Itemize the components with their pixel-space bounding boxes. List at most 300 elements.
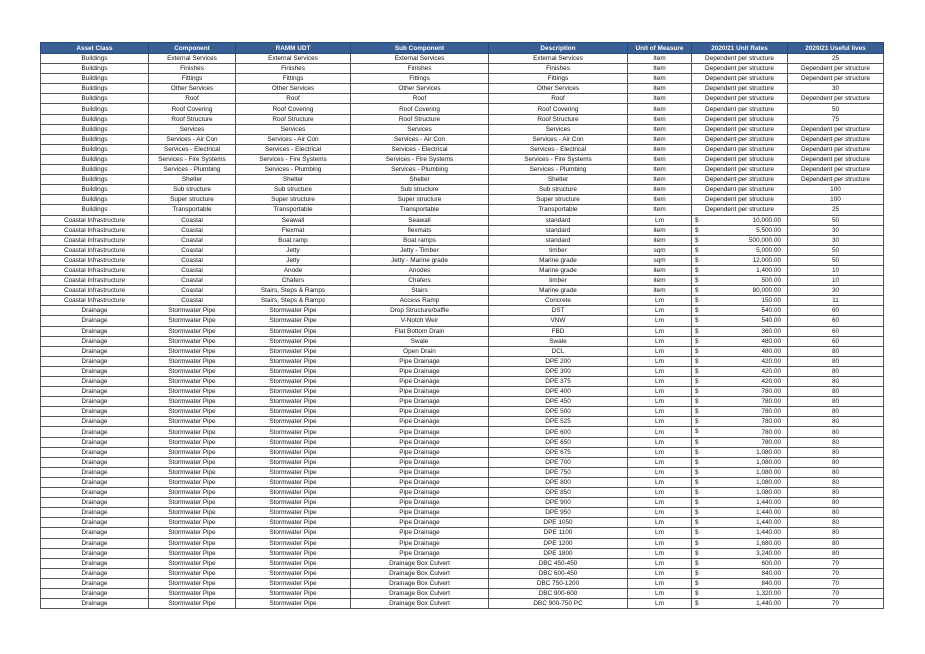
currency-symbol: $ — [695, 448, 699, 456]
description-cell: DBC 450-450 — [489, 558, 628, 568]
ramm-udt-cell: Stormwater Pipe — [236, 578, 351, 588]
asset-class-cell: Coastal Infrastructure — [41, 265, 149, 275]
table-row — [41, 366, 884, 376]
sub-component-cell: Jetty - Timber — [351, 245, 489, 255]
sub-component-cell: Roof Structure — [351, 114, 489, 124]
table-row — [41, 397, 884, 407]
currency-symbol: $ — [695, 277, 699, 285]
description-cell: DPE 1800 — [489, 548, 628, 558]
unit-rate-value: Dependent per structure — [705, 65, 774, 73]
unit-rate-value: 780.00 — [761, 388, 781, 396]
currency-symbol: $ — [695, 509, 699, 517]
asset-class-cell: Drainage — [41, 477, 149, 487]
asset-class-cell: Buildings — [41, 114, 149, 124]
useful-life-cell: 75 — [788, 114, 884, 124]
ramm-udt-cell: Stairs, Steps & Ramps — [236, 296, 351, 306]
unit-rate-cell — [692, 265, 788, 275]
useful-life-cell: 70 — [788, 599, 884, 609]
sub-component-cell: Transportable — [351, 205, 489, 215]
ramm-udt-cell: Services - Air Con — [236, 134, 351, 144]
description-cell: DPE 525 — [489, 417, 628, 427]
unit-cell: Item — [628, 94, 692, 104]
currency-symbol: $ — [695, 398, 699, 406]
component-cell: Coastal — [149, 286, 236, 296]
ramm-udt-cell: Stormwater Pipe — [236, 548, 351, 558]
description-cell: timber — [489, 276, 628, 286]
ramm-udt-cell: Stormwater Pipe — [236, 417, 351, 427]
table-row — [41, 64, 884, 74]
unit-cell: Lm — [628, 447, 692, 457]
description-cell: Transportable — [489, 205, 628, 215]
asset-class-cell: Buildings — [41, 165, 149, 175]
table-row — [41, 488, 884, 498]
currency-symbol: $ — [695, 307, 699, 315]
table-row — [41, 558, 884, 568]
unit-rate-cell — [692, 255, 788, 265]
currency-symbol: $ — [695, 347, 699, 355]
unit-rate-cell — [692, 457, 788, 467]
currency-symbol: $ — [695, 428, 699, 436]
asset-class-cell: Buildings — [41, 195, 149, 205]
component-cell: Stormwater Pipe — [149, 578, 236, 588]
unit-cell: Item — [628, 185, 692, 195]
unit-cell: Lm — [628, 356, 692, 366]
useful-life-cell: 11 — [788, 296, 884, 306]
sub-component-cell: Seawall — [351, 215, 489, 225]
unit-rate-value: 600.00 — [761, 559, 781, 567]
currency-symbol: $ — [695, 579, 699, 587]
table-row — [41, 235, 884, 245]
currency-symbol: $ — [695, 226, 699, 234]
asset-class-cell: Drainage — [41, 457, 149, 467]
sub-component-cell: Pipe Drainage — [351, 477, 489, 487]
unit-cell: Item — [628, 114, 692, 124]
sub-component-cell: Super structure — [351, 195, 489, 205]
ramm-udt-cell: Flexmat — [236, 225, 351, 235]
useful-life-cell: 80 — [788, 518, 884, 528]
unit-rate-value: 1,080.00 — [756, 489, 781, 497]
table-row — [41, 346, 884, 356]
ramm-udt-cell: Services - Plumbing — [236, 165, 351, 175]
sub-component-cell: Services - Electrical — [351, 144, 489, 154]
description-cell: DPE 650 — [489, 437, 628, 447]
currency-symbol: $ — [695, 559, 699, 567]
description-cell: DPE 375 — [489, 377, 628, 387]
asset-class-cell: Drainage — [41, 397, 149, 407]
useful-life-cell: 70 — [788, 588, 884, 598]
component-cell: Stormwater Pipe — [149, 387, 236, 397]
useful-life-cell: 60 — [788, 326, 884, 336]
sub-component-cell: Pipe Drainage — [351, 508, 489, 518]
table-row — [41, 588, 884, 598]
ramm-udt-cell: Stormwater Pipe — [236, 508, 351, 518]
unit-rate-value: 12,000.00 — [752, 256, 781, 264]
table-row — [41, 326, 884, 336]
description-cell: DPE 300 — [489, 366, 628, 376]
unit-rate-cell — [692, 326, 788, 336]
ramm-udt-cell: Jetty — [236, 255, 351, 265]
table-row — [41, 467, 884, 477]
useful-life-cell: Dependent per structure — [788, 134, 884, 144]
asset-class-cell: Drainage — [41, 346, 149, 356]
description-cell: DCL — [489, 346, 628, 356]
unit-rate-cell — [692, 548, 788, 558]
unit-rate-cell — [692, 104, 788, 114]
useful-life-cell: 100 — [788, 185, 884, 195]
component-cell: Stormwater Pipe — [149, 447, 236, 457]
unit-rate-value: 1,440.00 — [756, 499, 781, 507]
unit-cell: item — [628, 265, 692, 275]
asset-class-cell: Drainage — [41, 599, 149, 609]
unit-rate-value: 540.00 — [761, 307, 781, 315]
unit-rate-cell — [692, 235, 788, 245]
description-cell: DPE 600 — [489, 427, 628, 437]
ramm-udt-cell: Roof Structure — [236, 114, 351, 124]
asset-class-cell: Buildings — [41, 124, 149, 134]
useful-life-cell: 80 — [788, 467, 884, 477]
description-cell: Other Services — [489, 84, 628, 94]
unit-rate-value: 780.00 — [761, 398, 781, 406]
table-row — [41, 457, 884, 467]
table-row — [41, 276, 884, 286]
component-cell: Coastal — [149, 215, 236, 225]
table-row — [41, 316, 884, 326]
asset-class-cell: Drainage — [41, 387, 149, 397]
ramm-udt-cell: Stormwater Pipe — [236, 366, 351, 376]
description-cell: DPE 1100 — [489, 528, 628, 538]
asset-rates-sheet — [40, 42, 883, 609]
asset-class-cell: Buildings — [41, 205, 149, 215]
asset-class-cell: Buildings — [41, 74, 149, 84]
sub-component-cell: Pipe Drainage — [351, 407, 489, 417]
unit-cell: Lm — [628, 326, 692, 336]
sub-component-cell: Sub structure — [351, 185, 489, 195]
ramm-udt-cell: Stormwater Pipe — [236, 558, 351, 568]
asset-class-cell: Drainage — [41, 447, 149, 457]
table-row — [41, 104, 884, 114]
ramm-udt-cell: Seawall — [236, 215, 351, 225]
component-cell: Services - Electrical — [149, 144, 236, 154]
asset-class-cell: Drainage — [41, 538, 149, 548]
component-cell: Stormwater Pipe — [149, 599, 236, 609]
sub-component-cell: Roof Covering — [351, 104, 489, 114]
description-cell: Shelter — [489, 175, 628, 185]
unit-rate-value: 1,680.00 — [756, 539, 781, 547]
asset-class-cell: Drainage — [41, 488, 149, 498]
unit-rate-cell — [692, 74, 788, 84]
description-cell: Services — [489, 124, 628, 134]
unit-rate-cell — [692, 316, 788, 326]
description-cell: DPE 700 — [489, 457, 628, 467]
unit-rate-value: Dependent per structure — [705, 176, 774, 184]
sub-component-cell: Pipe Drainage — [351, 356, 489, 366]
sub-component-cell: Swale — [351, 336, 489, 346]
unit-cell: sqm — [628, 245, 692, 255]
useful-life-cell: 80 — [788, 346, 884, 356]
component-cell: Stormwater Pipe — [149, 407, 236, 417]
useful-life-cell: 80 — [788, 457, 884, 467]
sub-component-cell: Drop Structure/baffle — [351, 306, 489, 316]
description-cell: DPE 1200 — [489, 538, 628, 548]
description-cell: standard — [489, 235, 628, 245]
header-unit-rates: 2020/21 Unit Rates — [692, 43, 788, 54]
table-row — [41, 255, 884, 265]
component-cell: Stormwater Pipe — [149, 498, 236, 508]
unit-cell: Lm — [628, 528, 692, 538]
ramm-udt-cell: Stormwater Pipe — [236, 316, 351, 326]
ramm-udt-cell: Stormwater Pipe — [236, 437, 351, 447]
unit-rate-value: 1,440.00 — [756, 519, 781, 527]
asset-class-cell: Drainage — [41, 578, 149, 588]
description-cell: DPE 400 — [489, 387, 628, 397]
currency-symbol: $ — [695, 478, 699, 486]
component-cell: Finishes — [149, 64, 236, 74]
ramm-udt-cell: Stormwater Pipe — [236, 306, 351, 316]
sub-component-cell: Other Services — [351, 84, 489, 94]
asset-class-cell: Drainage — [41, 417, 149, 427]
table-row — [41, 74, 884, 84]
unit-rate-cell — [692, 346, 788, 356]
sub-component-cell: Finishes — [351, 64, 489, 74]
useful-life-cell: Dependent per structure — [788, 74, 884, 84]
unit-rate-value: 1,440.00 — [756, 509, 781, 517]
asset-class-cell: Drainage — [41, 377, 149, 387]
sub-component-cell: Pipe Drainage — [351, 427, 489, 437]
asset-class-cell: Drainage — [41, 548, 149, 558]
useful-life-cell: 80 — [788, 417, 884, 427]
sub-component-cell: Boat ramps — [351, 235, 489, 245]
useful-life-cell: 80 — [788, 377, 884, 387]
useful-life-cell: 80 — [788, 528, 884, 538]
currency-symbol: $ — [695, 458, 699, 466]
ramm-udt-cell: Stormwater Pipe — [236, 498, 351, 508]
header-useful-lives: 2020/21 Useful lives — [788, 43, 884, 54]
currency-symbol: $ — [695, 256, 699, 264]
unit-rate-value: 3,240.00 — [756, 549, 781, 557]
table-row — [41, 387, 884, 397]
ramm-udt-cell: Stormwater Pipe — [236, 427, 351, 437]
unit-rate-cell — [692, 215, 788, 225]
currency-symbol: $ — [695, 287, 699, 295]
sub-component-cell: Fittings — [351, 74, 489, 84]
useful-life-cell: 80 — [788, 538, 884, 548]
component-cell: Stormwater Pipe — [149, 467, 236, 477]
unit-rate-value: 1,080.00 — [756, 478, 781, 486]
unit-rate-value: Dependent per structure — [705, 155, 774, 163]
asset-class-cell: Buildings — [41, 104, 149, 114]
sub-component-cell: Pipe Drainage — [351, 548, 489, 558]
unit-rate-value: Dependent per structure — [705, 196, 774, 204]
table-row — [41, 195, 884, 205]
useful-life-cell: Dependent per structure — [788, 124, 884, 134]
unit-rate-cell — [692, 558, 788, 568]
description-cell: Sub structure — [489, 185, 628, 195]
useful-life-cell: Dependent per structure — [788, 94, 884, 104]
asset-class-cell: Buildings — [41, 154, 149, 164]
component-cell: Roof — [149, 94, 236, 104]
useful-life-cell: Dependent per structure — [788, 144, 884, 154]
unit-cell: item — [628, 276, 692, 286]
asset-class-cell: Coastal Infrastructure — [41, 255, 149, 265]
unit-rate-cell — [692, 94, 788, 104]
description-cell: DPE 450 — [489, 397, 628, 407]
useful-life-cell: 80 — [788, 397, 884, 407]
ramm-udt-cell: Stormwater Pipe — [236, 568, 351, 578]
unit-cell: Lm — [628, 427, 692, 437]
useful-life-cell: 60 — [788, 306, 884, 316]
component-cell: Transportable — [149, 205, 236, 215]
unit-cell: Item — [628, 54, 692, 64]
ramm-udt-cell: Anode — [236, 265, 351, 275]
component-cell: Services - Fire Systems — [149, 154, 236, 164]
unit-rate-value: 1,320.00 — [756, 590, 781, 598]
description-cell: DBC 600-450 — [489, 568, 628, 578]
currency-symbol: $ — [695, 489, 699, 497]
description-cell: Concrete — [489, 296, 628, 306]
unit-rate-value: 1,080.00 — [756, 468, 781, 476]
asset-class-cell: Drainage — [41, 366, 149, 376]
unit-rate-value: 780.00 — [761, 428, 781, 436]
description-cell: timber — [489, 245, 628, 255]
unit-cell: Item — [628, 134, 692, 144]
header-row — [41, 43, 884, 54]
unit-cell: Lm — [628, 498, 692, 508]
unit-cell: Item — [628, 84, 692, 94]
sub-component-cell: Drainage Box Culvert — [351, 558, 489, 568]
unit-rate-cell — [692, 154, 788, 164]
asset-class-cell: Coastal Infrastructure — [41, 215, 149, 225]
sub-component-cell: Pipe Drainage — [351, 467, 489, 477]
useful-life-cell: 60 — [788, 336, 884, 346]
useful-life-cell: 10 — [788, 265, 884, 275]
unit-rate-value: 1,080.00 — [756, 458, 781, 466]
description-cell: Marine grade — [489, 255, 628, 265]
table-row — [41, 225, 884, 235]
table-row — [41, 265, 884, 275]
description-cell: DPE 900 — [489, 498, 628, 508]
unit-rate-value: 480.00 — [761, 347, 781, 355]
table-row — [41, 175, 884, 185]
ramm-udt-cell: Finishes — [236, 64, 351, 74]
table-row — [41, 599, 884, 609]
unit-rate-value: 1,440.00 — [756, 529, 781, 537]
currency-symbol: $ — [695, 529, 699, 537]
unit-rate-value: Dependent per structure — [705, 115, 774, 123]
sub-component-cell: Pipe Drainage — [351, 437, 489, 447]
unit-cell: Lm — [628, 508, 692, 518]
useful-life-cell: 50 — [788, 255, 884, 265]
useful-life-cell: 30 — [788, 235, 884, 245]
component-cell: Stormwater Pipe — [149, 437, 236, 447]
table-row — [41, 568, 884, 578]
sub-component-cell: External Services — [351, 54, 489, 64]
useful-life-cell: 10 — [788, 276, 884, 286]
ramm-udt-cell: Services — [236, 124, 351, 134]
unit-rate-cell — [692, 356, 788, 366]
currency-symbol: $ — [695, 297, 699, 305]
useful-life-cell: 50 — [788, 104, 884, 114]
sub-component-cell: Pipe Drainage — [351, 518, 489, 528]
ramm-udt-cell: Stormwater Pipe — [236, 397, 351, 407]
unit-cell: Item — [628, 165, 692, 175]
header-unit-of-measure: Unit of Measure — [628, 43, 692, 54]
table-row — [41, 205, 884, 215]
component-cell: External Services — [149, 54, 236, 64]
description-cell: DBC 900-750 PC — [489, 599, 628, 609]
sub-component-cell: Open Drain — [351, 346, 489, 356]
table-row — [41, 286, 884, 296]
component-cell: Stormwater Pipe — [149, 366, 236, 376]
sub-component-cell: Pipe Drainage — [351, 488, 489, 498]
table-row — [41, 54, 884, 64]
unit-cell: Lm — [628, 215, 692, 225]
description-cell: DBC 750-1200 — [489, 578, 628, 588]
sub-component-cell: Jetty - Marine grade — [351, 255, 489, 265]
component-cell: Coastal — [149, 235, 236, 245]
unit-cell: Lm — [628, 457, 692, 467]
unit-cell: Lm — [628, 336, 692, 346]
ramm-udt-cell: Stormwater Pipe — [236, 528, 351, 538]
ramm-udt-cell: Stormwater Pipe — [236, 377, 351, 387]
unit-rate-cell — [692, 568, 788, 578]
ramm-udt-cell: Stormwater Pipe — [236, 538, 351, 548]
unit-rate-cell — [692, 64, 788, 74]
unit-rate-cell — [692, 144, 788, 154]
ramm-udt-cell: Stormwater Pipe — [236, 488, 351, 498]
unit-rate-value: 500,000.00 — [749, 236, 781, 244]
table-row — [41, 306, 884, 316]
table-row — [41, 407, 884, 417]
unit-rate-value: Dependent per structure — [705, 186, 774, 194]
useful-life-cell: 80 — [788, 488, 884, 498]
table-body — [41, 54, 884, 609]
unit-rate-value: 420.00 — [761, 367, 781, 375]
asset-class-cell: Drainage — [41, 467, 149, 477]
sub-component-cell: Pipe Drainage — [351, 538, 489, 548]
unit-cell: Lm — [628, 407, 692, 417]
component-cell: Stormwater Pipe — [149, 477, 236, 487]
sub-component-cell: Pipe Drainage — [351, 387, 489, 397]
ramm-udt-cell: Stairs, Steps & Ramps — [236, 286, 351, 296]
useful-life-cell: 80 — [788, 548, 884, 558]
description-cell: Services - Air Con — [489, 134, 628, 144]
table-row — [41, 94, 884, 104]
currency-symbol: $ — [695, 519, 699, 527]
table-row — [41, 538, 884, 548]
description-cell: Services - Plumbing — [489, 165, 628, 175]
header-asset-class: Asset Class — [41, 43, 149, 54]
currency-symbol: $ — [695, 317, 699, 325]
component-cell: Stormwater Pipe — [149, 538, 236, 548]
asset-class-cell: Drainage — [41, 498, 149, 508]
unit-rate-cell — [692, 437, 788, 447]
description-cell: DPE 1050 — [489, 518, 628, 528]
table-row — [41, 498, 884, 508]
description-cell: DPE 800 — [489, 477, 628, 487]
unit-rate-cell — [692, 407, 788, 417]
unit-rate-cell — [692, 195, 788, 205]
description-cell: External Services — [489, 54, 628, 64]
ramm-udt-cell: Jetty — [236, 245, 351, 255]
asset-class-cell: Buildings — [41, 175, 149, 185]
unit-cell: Item — [628, 154, 692, 164]
ramm-udt-cell: Stormwater Pipe — [236, 588, 351, 598]
unit-rate-cell — [692, 205, 788, 215]
unit-rate-cell — [692, 599, 788, 609]
currency-symbol: $ — [695, 499, 699, 507]
currency-symbol: $ — [695, 549, 699, 557]
description-cell: Swale — [489, 336, 628, 346]
